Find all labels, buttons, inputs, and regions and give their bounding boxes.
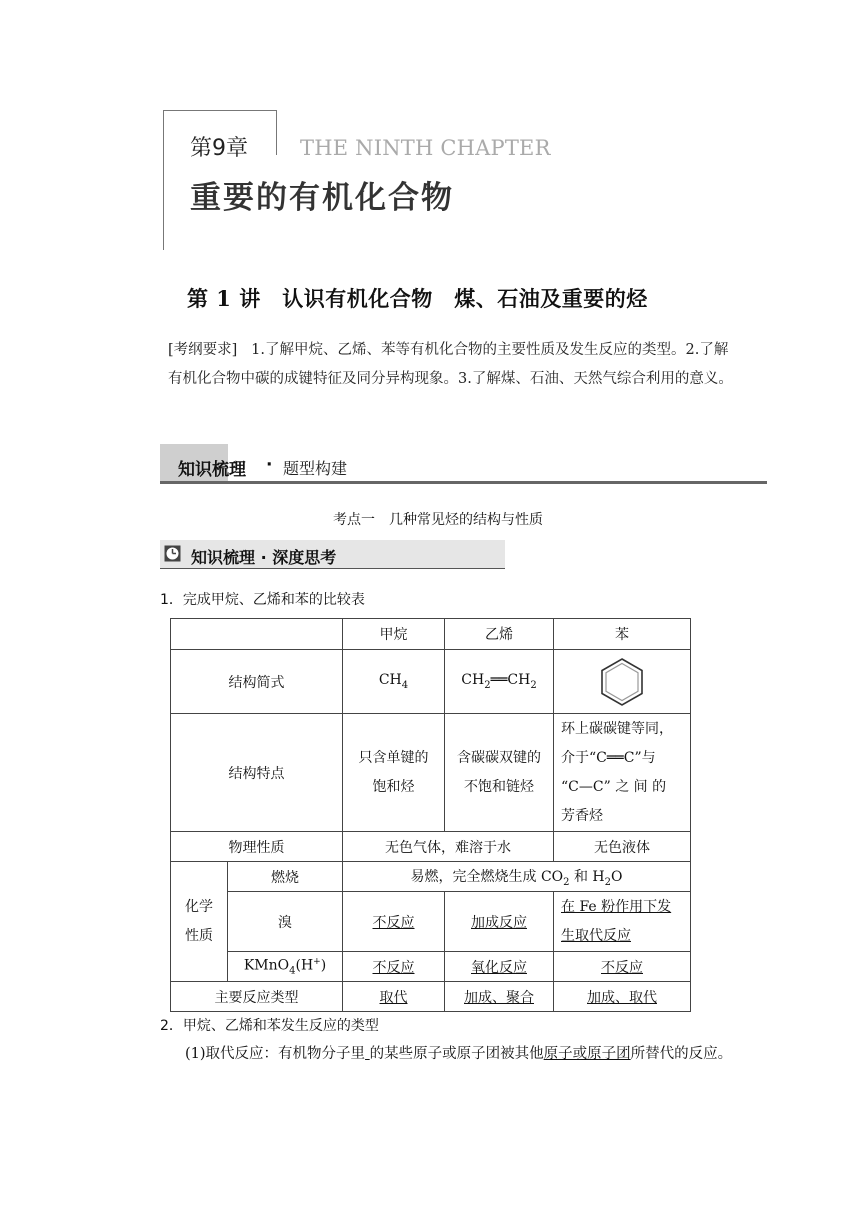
- chapter-title: 重要的有机化合物: [190, 180, 454, 216]
- chapter-frame-horizontal-line: [163, 110, 276, 111]
- benzene-features: 环上碳碳键等同， 介于“C══C”与 “C—C” 之 间 的 芳香烃: [554, 714, 691, 832]
- benzene-physical: 无色液体: [554, 832, 691, 862]
- section-bar-rule: [160, 481, 767, 484]
- ethylene-kmno4: 氧化反应: [445, 952, 554, 982]
- exam-requirements: [168, 336, 738, 394]
- table-row: [171, 832, 691, 862]
- sub-bar-title: 知识梳理 · 深度思考: [191, 548, 337, 567]
- ethylene-bromine: 加成反应: [445, 892, 554, 952]
- ethylene-reaction-type: 加成、聚合: [445, 982, 554, 1012]
- comparison-table: [170, 618, 691, 1012]
- item-1-title: 1．完成甲烷、乙烯和苯的比较表: [160, 592, 365, 608]
- chapter-number: 第9章: [190, 136, 248, 161]
- row-label-structural-features: 结构特点: [171, 714, 343, 832]
- kaodian-title: 考点一 几种常见烃的结构与性质: [333, 512, 543, 528]
- methane-formula: $CH_4$: [343, 650, 445, 714]
- table-header-row: [171, 619, 691, 650]
- row-label-chemical-properties: 化学 性质: [171, 862, 228, 982]
- lecture-title: 第 1 讲 认识有机化合物 煤、石油及重要的烃: [187, 286, 648, 311]
- ethylene-features: 含碳碳双键的 不饱和链烃: [445, 714, 554, 832]
- clock-icon: [164, 545, 181, 562]
- methane-ethylene-physical: 无色气体，难溶于水: [343, 832, 554, 862]
- requirements-label: [考纲要求]: [168, 342, 238, 358]
- section-bar-subtitle: 题型构建: [283, 459, 348, 478]
- table-row: [171, 952, 691, 982]
- benzene-bromine: 在 Fe 粉作用下发 生取代反应: [554, 892, 691, 952]
- header-ethylene: 乙烯: [445, 619, 554, 650]
- label-kmno4: KMnO$_4$(H+): [228, 952, 343, 982]
- substitution-definition: (1)取代反应：有机物分子里 的某些原子或原子团被其他原子或原子团所替代的反应。: [185, 1046, 733, 1062]
- header-benzene: 苯: [554, 619, 691, 650]
- ethylene-formula: $CH_2══CH_2$: [445, 650, 554, 714]
- chapter-frame-divider: [276, 110, 277, 155]
- section-bar-title: 知识梳理: [178, 460, 246, 480]
- item-2-title: 2．甲烷、乙烯和苯发生反应的类型: [160, 1018, 379, 1034]
- row-label-physical-properties: 物理性质: [171, 832, 343, 862]
- label-bromine: 溴: [228, 892, 343, 952]
- combustion-value: 易燃，完全燃烧生成 $CO_2$ 和 $H_2O$: [343, 862, 691, 892]
- requirements-text: 1.了解甲烷、乙烯、苯等有机化合物的主要性质及发生反应的类型。2.了解有机化合物中碳的成键特征及同分异构现象。3.了解煤、石油、天然气综合利用的意义。: [168, 342, 733, 387]
- table-row: [171, 982, 691, 1012]
- chapter-frame-vertical-line: [163, 110, 164, 250]
- table-row: [171, 892, 691, 952]
- header-methane: 甲烷: [343, 619, 445, 650]
- benzene-structure-cell: [554, 650, 691, 714]
- benzene-ring-icon: [597, 656, 647, 708]
- row-label-structural-formula: 结构简式: [171, 650, 343, 714]
- benzene-reaction-type: 加成、取代: [554, 982, 691, 1012]
- label-combustion: 燃烧: [228, 862, 343, 892]
- table-corner-cell: [171, 619, 343, 650]
- methane-bromine: 不反应: [343, 892, 445, 952]
- chapter-english-label: THE NINTH CHAPTER: [300, 136, 551, 160]
- section-bar-dot: ·: [266, 455, 273, 475]
- benzene-kmno4: 不反应: [554, 952, 691, 982]
- methane-kmno4: 不反应: [343, 952, 445, 982]
- row-label-reaction-types: 主要反应类型: [171, 982, 343, 1012]
- methane-features: 只含单键的 饱和烃: [343, 714, 445, 832]
- table-row: [171, 714, 691, 832]
- methane-reaction-type: 取代: [343, 982, 445, 1012]
- table-row: [171, 650, 691, 714]
- table-row: [171, 862, 691, 892]
